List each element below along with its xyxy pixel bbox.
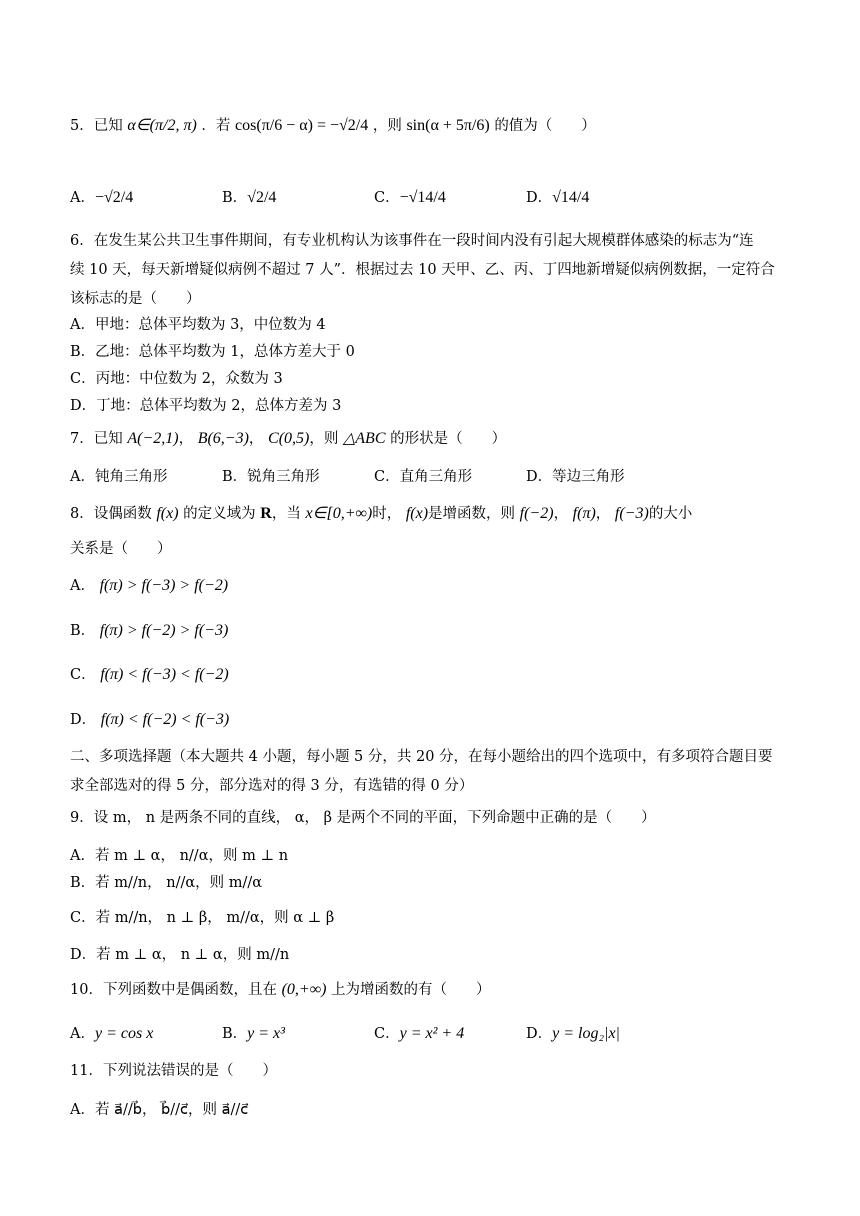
- q8-option-a-value: f(π) > f(−3) > f(−2): [99, 577, 229, 594]
- q7-stem-end: 的形状是（ ）: [390, 431, 507, 447]
- q9-option-d: D．若 m ⊥ α， n ⊥ α，则 m//n: [70, 947, 290, 963]
- q7-option-b: B．锐角三角形: [222, 469, 320, 485]
- q5-option-a-value: −√2/4: [94, 189, 134, 206]
- q10-option-d-value: y = log₂|x|: [552, 1025, 620, 1042]
- q8-option-b: [70, 621, 228, 641]
- q11-option-a: A．若 a⃗//b⃗， b⃗//c⃗，则 a⃗//c⃗: [70, 1102, 249, 1118]
- q5-stem-prefix: 5．已知: [70, 118, 123, 134]
- q8-value-f-pi: f(π): [572, 505, 596, 522]
- q8-function-fx-2: f(x): [405, 505, 429, 522]
- question-8-stem: 8．设偶函数 f(x) 的定义域为 R，当 x∈[0,+∞)时， f(x)是增函数，则 f(−2)， f(π)， f(−3)的大小: [70, 505, 693, 522]
- q8-option-d-letter: D．: [70, 712, 97, 728]
- q5-option-b-letter: B．: [222, 190, 248, 206]
- q7-stem-mid: ，则: [309, 431, 339, 447]
- q8-option-b-value: f(π) > f(−2) > f(−3): [99, 622, 229, 639]
- q8-option-c: [70, 665, 229, 685]
- q6-option-d: D．丁地：总体平均数为 2，总体方差为 3: [70, 398, 342, 414]
- section-2-heading-line-1: 二、多项选择题（本大题共 4 小题，每小题 5 分，共 20 分，在每小题给出的四个选项中，有多项符合题目要: [70, 749, 773, 765]
- q10-option-c: [374, 1024, 464, 1044]
- q5-option-c-value: −√14/4: [399, 189, 446, 206]
- question-7-stem: 7．已知 A(−2,1)， B(6,−3)， C(0,5)，则 △ABC 的形状是（ ）: [70, 430, 507, 447]
- q10-stem-prefix: 10．下列函数中是偶函数，且在: [70, 982, 277, 998]
- q10-option-b-letter: B．: [222, 1026, 248, 1042]
- q7-triangle: △ABC: [342, 430, 386, 447]
- section-2-heading-line-2: 求全部选对的得 5 分，部分选对的得 3 分，有选错的得 0 分）: [70, 778, 474, 794]
- q8-value-f-neg3: f(−3): [614, 505, 649, 522]
- q9-stem: 9．设 m， n 是两条不同的直线， α， β 是两个不同的平面，下列命题中正确的是（ ）: [70, 810, 656, 826]
- q9-option-a: A．若 m ⊥ α， n//α，则 m ⊥ n: [70, 848, 289, 864]
- q10-option-a-letter: A．: [70, 1026, 95, 1042]
- q8-stem-part-c: ，当: [271, 506, 301, 522]
- q5-stem-mid2: ，则: [372, 118, 402, 134]
- q10-option-c-letter: C．: [374, 1026, 400, 1042]
- q10-option-c-value: y = x² + 4: [399, 1025, 465, 1042]
- q10-option-d-letter: D．: [526, 1026, 553, 1042]
- q8-stem-part-d: 时，: [372, 506, 402, 522]
- q10-option-a: [70, 1024, 153, 1044]
- q5-condition-cos: cos(π/6 − α) = −√2/4: [235, 117, 369, 134]
- q8-stem-part-f: 的大小: [648, 506, 693, 522]
- q10-option-b-value: y = x³: [247, 1025, 285, 1042]
- q5-condition-alpha-range: α∈(π/2, π): [127, 117, 197, 134]
- q5-stem-mid: ．若: [201, 118, 231, 134]
- q8-option-a-letter: A．: [70, 578, 95, 594]
- q5-option-a: [70, 188, 133, 208]
- q8-option-c-letter: C．: [70, 667, 96, 683]
- q5-target-expression: sin(α + 5π/6): [406, 117, 490, 134]
- q10-option-a-value: y = cos x: [94, 1025, 154, 1042]
- q10-stem-end: 上为增函数的有（ ）: [331, 982, 491, 998]
- q5-option-c-letter: C．: [374, 190, 400, 206]
- question-10-stem: [70, 980, 491, 1000]
- q5-option-d-letter: D．: [526, 190, 553, 206]
- q7-option-d: D．等边三角形: [526, 469, 625, 485]
- q6-option-c: C．丙地：中位数为 2，众数为 3: [70, 371, 283, 387]
- q5-option-b: [222, 188, 276, 208]
- q7-stem-prefix: 7．已知: [70, 431, 123, 447]
- q5-option-a-letter: A．: [70, 190, 95, 206]
- q8-option-c-value: f(π) < f(−3) < f(−2): [100, 666, 229, 683]
- q8-domain-interval: x∈[0,+∞): [305, 505, 373, 522]
- q8-option-d: [70, 710, 229, 730]
- q8-real-set: R: [260, 505, 272, 522]
- q7-point-b: B(6,−3): [197, 430, 249, 447]
- q11-stem: 11．下列说法错误的是（ ）: [70, 1063, 277, 1079]
- q7-option-a: A．钝角三角形: [70, 469, 168, 485]
- q5-option-c: [374, 188, 446, 208]
- q9-option-b: B．若 m//n， n//α，则 m//α: [70, 875, 263, 891]
- q7-point-c: C(0,5): [268, 430, 310, 447]
- q6-option-b: B．乙地：总体平均数为 1，总体方差大于 0: [70, 344, 355, 360]
- q10-option-b: [222, 1024, 285, 1044]
- q5-option-d-value: √14/4: [552, 189, 590, 206]
- q8-stem-part-b: 的定义域为: [183, 506, 256, 522]
- q6-line-3: 该标志的是（ ）: [70, 291, 201, 307]
- q5-option-d: [526, 188, 589, 208]
- q8-option-d-value: f(π) < f(−2) < f(−3): [100, 711, 230, 728]
- q7-option-c: C．直角三角形: [374, 469, 473, 485]
- q8-option-a: [70, 576, 228, 596]
- q8-value-f-neg2: f(−2): [519, 505, 554, 522]
- q8-stem-prefix: 8．设偶函数: [70, 506, 152, 522]
- q8-option-b-letter: B．: [70, 623, 96, 639]
- q6-option-a: A．甲地：总体平均数为 3，中位数为 4: [70, 317, 326, 333]
- q10-option-d: [526, 1024, 620, 1044]
- q5-option-b-value: √2/4: [247, 189, 277, 206]
- q8-line-2: 关系是（ ）: [70, 541, 172, 557]
- q10-interval: (0,+∞): [281, 981, 327, 998]
- q8-stem-part-e: 是增函数，则: [428, 506, 516, 522]
- q5-stem-end: 的值为（ ）: [494, 118, 596, 134]
- q8-function-fx: f(x): [156, 505, 179, 522]
- q6-line-1: 6．在发生某公共卫生事件期间，有专业机构认为该事件在一段时间内没有引起大规模群体感染的标志为“连: [70, 233, 754, 249]
- q7-point-a: A(−2,1): [127, 430, 179, 447]
- question-5-stem: [70, 116, 596, 136]
- q9-option-c: C．若 m//n， n ⊥ β， m//α，则 α ⊥ β: [70, 910, 335, 926]
- q6-line-2: 续 10 天，每天新增疑似病例不超过 7 人”．根据过去 10 天甲、乙、丙、丁四地新增疑似病例数据，一定符合: [70, 262, 775, 278]
